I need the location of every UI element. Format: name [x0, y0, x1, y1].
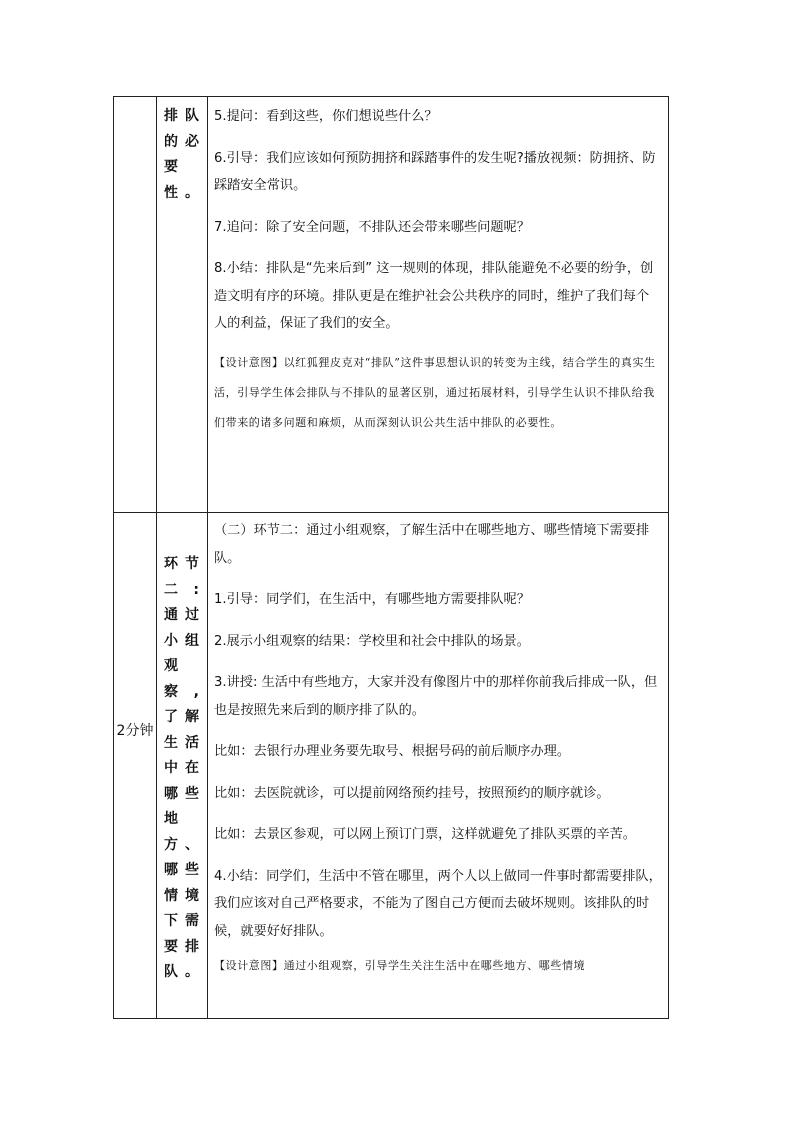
content-paragraph: 3.讲授: 生活中有些地方，大家并没有像图片中的那样你前我后排成一队，但也是按照先来后到的顺序排了队的。	[214, 675, 658, 718]
topic-cell	[157, 97, 208, 513]
content-paragraph: 7.追问：除了安全问题，不排队还会带来哪些问题呢？	[214, 219, 530, 235]
time-text: 2分钟	[116, 723, 154, 739]
design-intent-note: 【设计意图】通过小组观察，引导学生关注生活中在哪些地方、哪些情境	[214, 959, 586, 972]
content-cell	[208, 513, 669, 1019]
content-paragraph: 4.小结：同学们，生活中不管在哪里，两个人以上做同一件事时都需要排队，我们应该对自己严格要求，不能为了图自己方便而去破坏规则。该排队的时候，就要好好排队。	[214, 868, 662, 939]
time-cell	[114, 513, 157, 1019]
table-row	[114, 513, 669, 1019]
time-cell	[114, 97, 157, 513]
content-paragraph: 5.提问：看到这些，你们想说些什么？	[214, 109, 438, 124]
content-paragraph: 比如：去银行办理业务要先取号、根据号码的前后顺序办理。	[214, 744, 571, 759]
content-paragraph: 8.小结：排队是“先来后到” 这一规则的体现，排队能避免不必要的纷争，创造文明有序的环境。排队更是在维护社会公共秩序的同时，维护了我们每个人的利益，保证了我们的安全。	[214, 261, 654, 331]
topic-text: 排队的必要性。	[164, 108, 200, 201]
content-cell	[208, 97, 669, 513]
content-paragraph: （二）环节二：通过小组观察，了解生活中在哪些地方、哪些情境下需要排队。	[214, 523, 650, 566]
content-paragraph: 比如：去医院就诊，可以提前网络预约挂号，按照预约的顺序就诊。	[214, 785, 610, 801]
content-paragraph: 6.引导：我们应该如何预防拥挤和踩踏事件的发生呢?播放视频：防拥挤、防踩踏安全常识。	[214, 150, 656, 193]
topic-cell	[157, 513, 208, 1019]
lesson-plan-table	[113, 96, 669, 1019]
table-row	[114, 97, 669, 513]
content-paragraph: 比如：去景区参观，可以网上预订门票，这样就避免了排队买票的辛苦。	[214, 827, 636, 842]
design-intent-note: 【设计意图】以红狐狸皮克对“排队”这件事思想认识的转变为主线，结合学生的真实生活，引导学生体会排队与不排队的显著区别，通过拓展材料，引导学生认识不排队给我们带来的诸多问题和麻烦，从而深刻认识公共生活中排队的必要性。	[214, 355, 656, 429]
topic-text: 环节二:通过小组观察,了解生活中在哪些地方、哪些情境下需要排队。	[164, 556, 200, 980]
content-paragraph: 1.引导：同学们，在生活中，有哪些地方需要排队呢？	[214, 592, 530, 607]
content-paragraph: 2.展示小组观察的结果：学校里和社会中排队的场景。	[214, 633, 530, 649]
